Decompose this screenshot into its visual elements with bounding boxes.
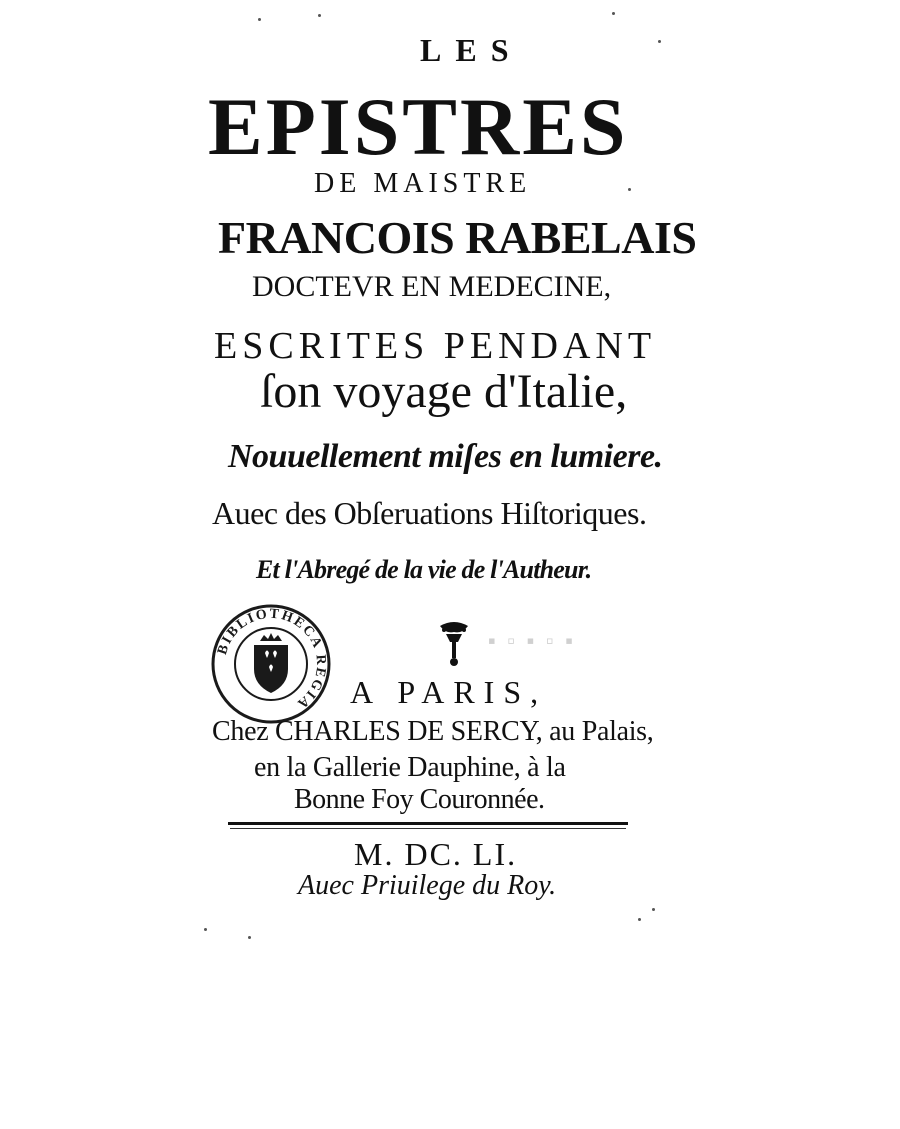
- library-stamp: [210, 603, 332, 725]
- ink-speck: [248, 936, 251, 939]
- ink-speck: [258, 18, 261, 21]
- ink-speck: [658, 40, 661, 43]
- imprint-address: en la Gallerie Dauphine, à la: [254, 752, 566, 783]
- ink-speck: [652, 908, 655, 911]
- title-epistres: EPISTRES: [208, 81, 629, 172]
- imprint-sign: Bonne Foy Couronnée.: [294, 784, 545, 815]
- subtitle-observations: Auec des Obſeruations Hiſtoriques.: [212, 495, 647, 531]
- royal-privilege: Auec Priuilege du Roy.: [298, 870, 557, 901]
- imprint-publisher: Chez CHARLES DE SERCY, au Palais,: [212, 716, 654, 747]
- ink-speck: [318, 14, 321, 17]
- ink-speck: [638, 918, 641, 921]
- title-les: LES: [420, 32, 523, 68]
- imprint-rule: [228, 822, 628, 825]
- author-name: FRANCOIS RABELAIS: [218, 212, 697, 263]
- ink-speck: [612, 12, 615, 15]
- ink-speck: [204, 928, 207, 931]
- imprint-rule-thin: [230, 828, 626, 829]
- subtitle-voyage: ſon voyage d'Italie,: [260, 365, 628, 418]
- stamp-text: BIBLIOTHECA REGIA: [214, 606, 329, 712]
- subtitle-nouuellement: Nouuellement miſes en lumiere.: [228, 438, 663, 475]
- fleur-de-lis-shield-icon: [254, 633, 288, 693]
- author-title: DOCTEVR EN MEDECINE,: [252, 270, 612, 303]
- bleed-through-mark: ▪ ▫ ▪ ▫ ▪: [488, 628, 576, 653]
- printer-ornament-icon: [436, 620, 472, 668]
- imprint-date: M. DC. LI.: [354, 836, 518, 872]
- title-de-maistre: DE MAISTRE: [314, 168, 532, 199]
- subtitle-abrege: Et l'Abregé de la vie de l'Autheur.: [256, 555, 592, 584]
- imprint-city: A PARIS,: [350, 674, 548, 710]
- subtitle-escrites: ESCRITES PENDANT: [214, 325, 657, 367]
